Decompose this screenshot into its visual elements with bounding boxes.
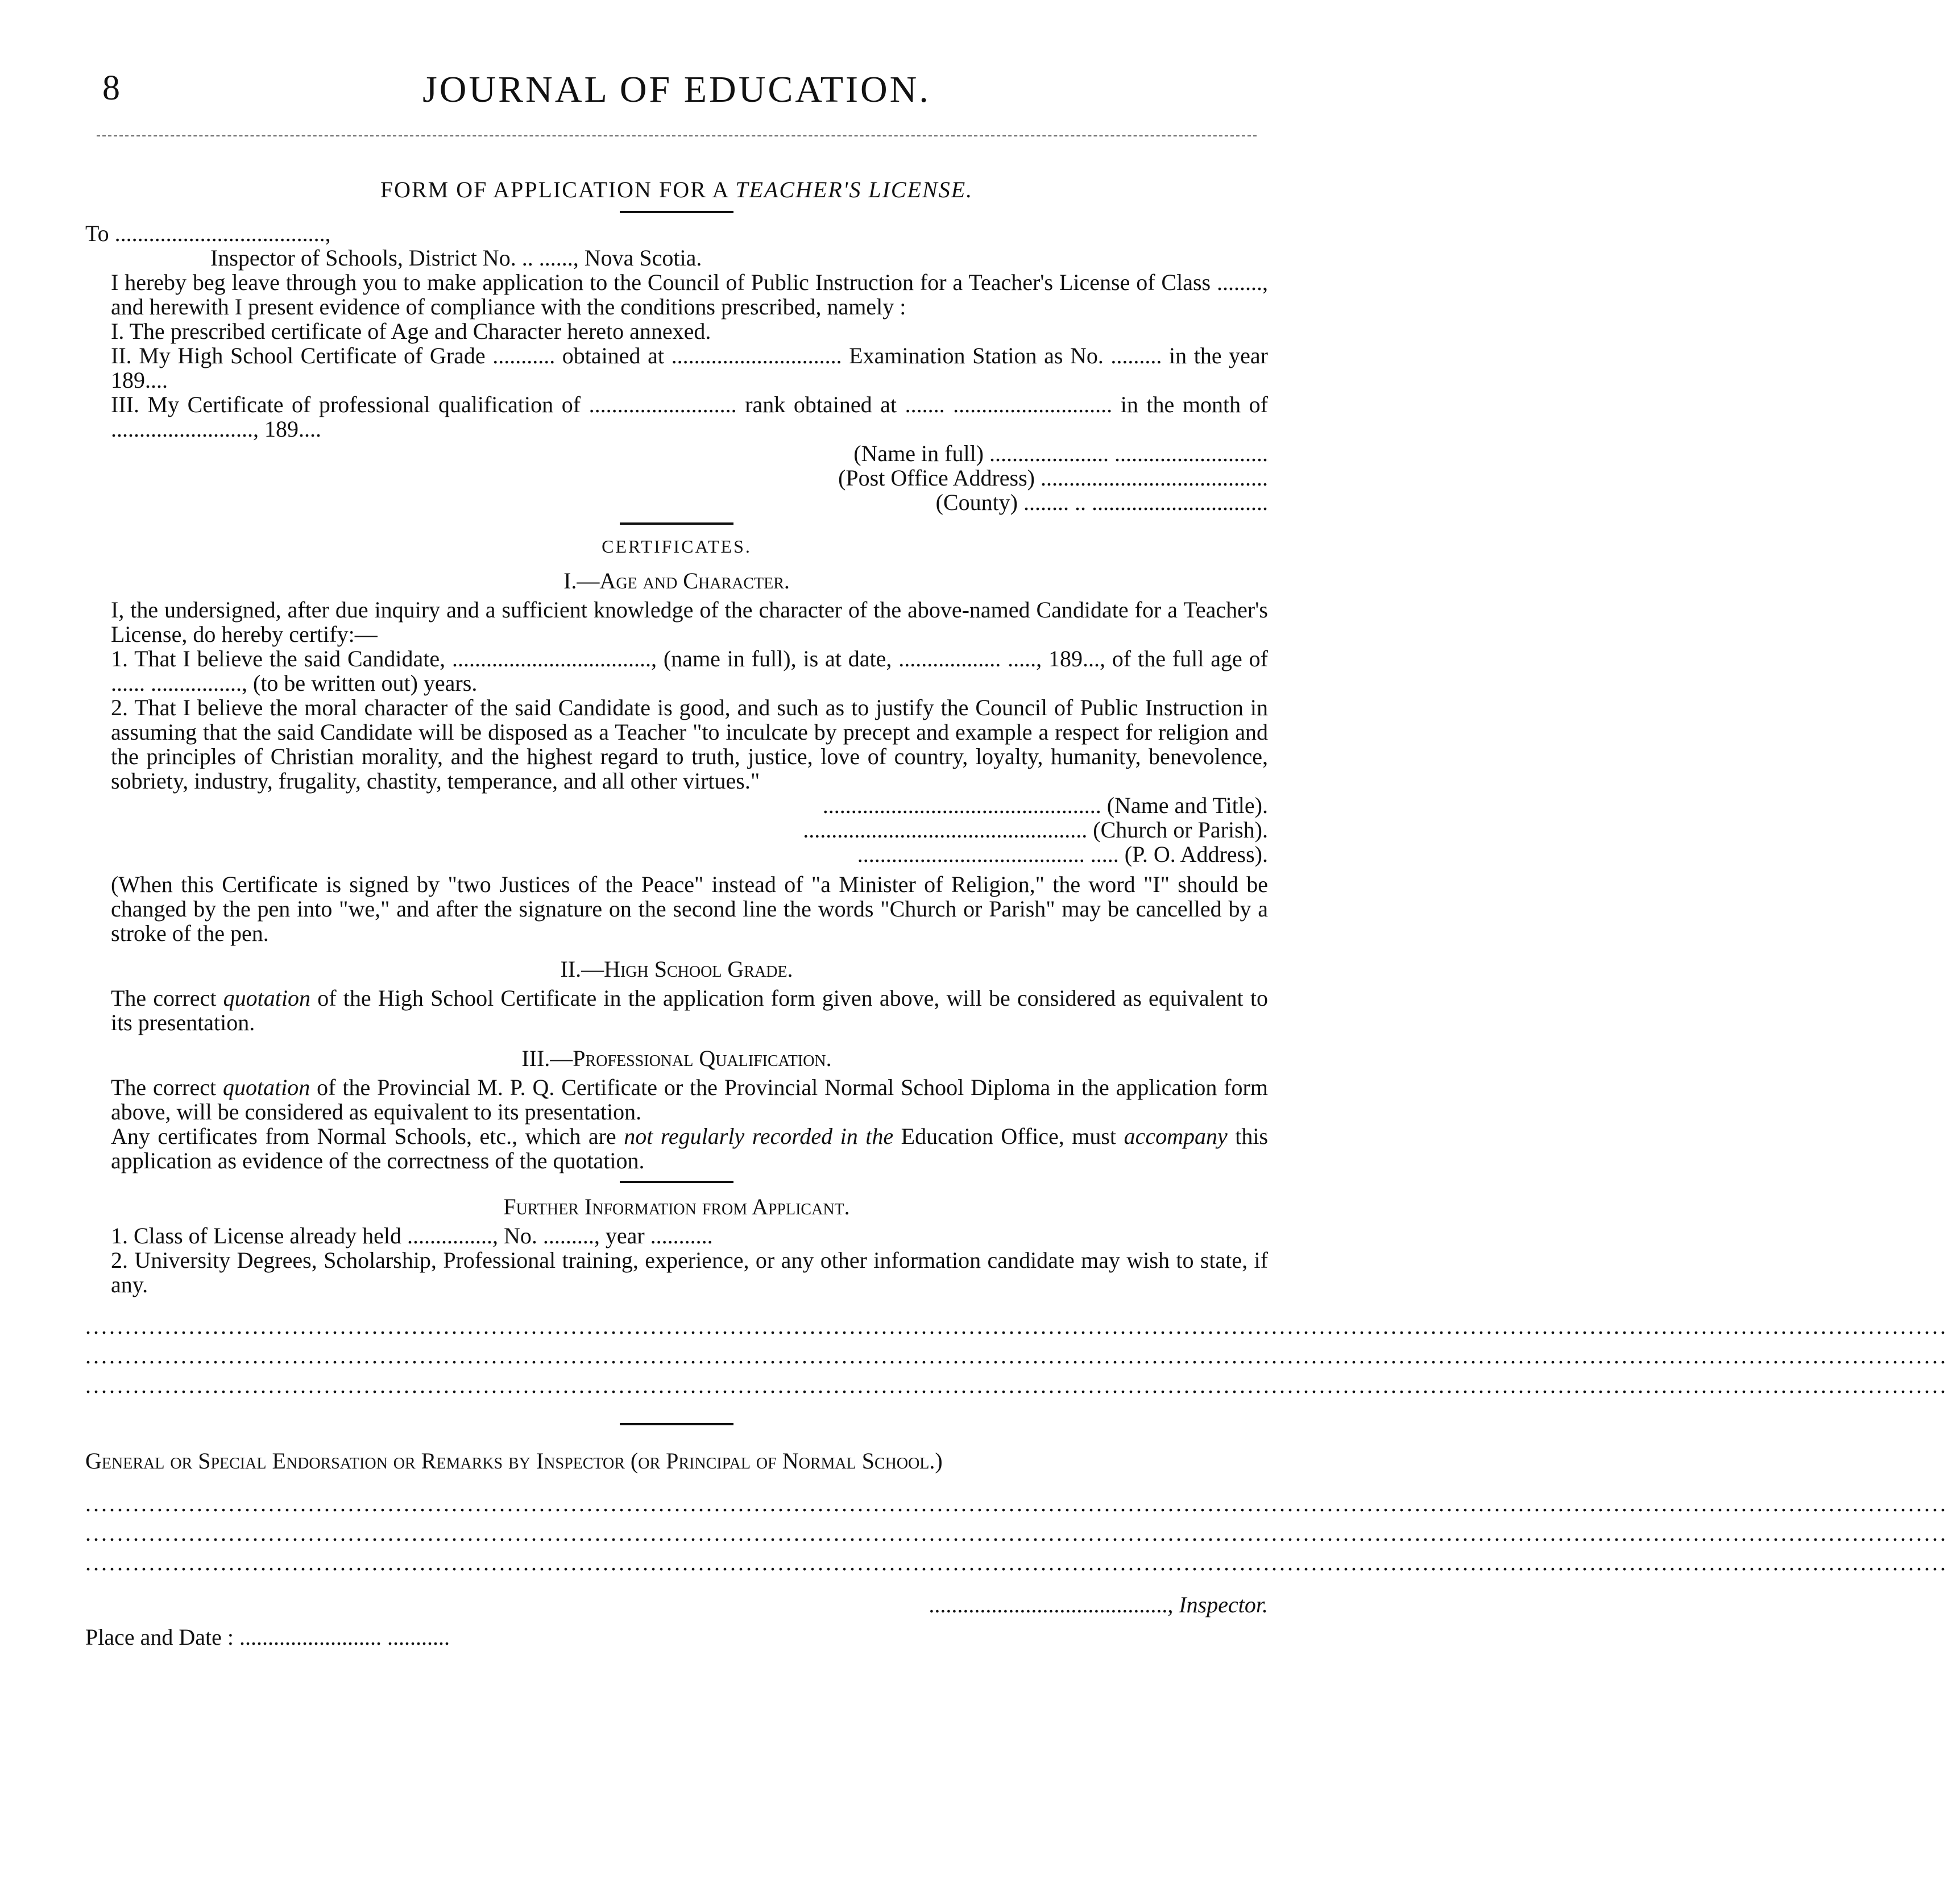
signature-po-address: ........................................ ..... (P. O. Address). xyxy=(857,841,1268,867)
item-age-character: I. The prescribed certificate of Age and Character hereto annexed. xyxy=(111,318,711,344)
item-high-school: II. My High School Certificate of Grade ........... obtained at .............................. Examination Station as No. ......... in the year 189.... xyxy=(111,343,1268,393)
professional-paragraph-1: The correct quotation of the Provincial M. P. Q. Certificate or the Provincial Normal School Diploma in the application form above, will be considered as equivalent to its presentation. xyxy=(111,1075,1268,1125)
further-item-1: 1. Class of License already held ..............., No. ........., year ........... xyxy=(111,1223,713,1248)
inspector-signature-line: .........................................., Inspector. xyxy=(929,1592,1268,1617)
page-number: 8 xyxy=(102,69,120,107)
further-info-heading: Further Information from Applicant. xyxy=(503,1194,850,1219)
professional-paragraph-2: Any certificates from Normal Schools, etc., which are not regularly recorded in the Education Office, must accompany this application as evidence of the correctness of the quotation. xyxy=(111,1123,1269,1173)
signature-church-parish: .................................................. (Church or Parish). xyxy=(803,817,1268,843)
blank-line: .......................................................................................................................................................................................................................................... xyxy=(85,1313,1948,1339)
divider xyxy=(620,1423,733,1425)
post-office-line: (Post Office Address) ........................................ xyxy=(838,465,1268,491)
form-title-italic: TEACHER'S LICENSE. xyxy=(735,177,973,202)
age-item-1: 1. That I believe the said Candidate, ..................................., (name in full), is at date, .................. ....., 189..., of the full age of ...... ................, (to be written out) years. xyxy=(111,646,1268,696)
divider xyxy=(620,522,733,525)
county-line: (County) ........ .. ............................... xyxy=(935,490,1268,515)
place-date-line: Place and Date : ......................... ........... xyxy=(85,1624,450,1650)
high-school-paragraph: The correct quotation of the High School Certificate in the application form given above, will be considered as equivalent to its presentation. xyxy=(111,985,1268,1035)
blank-line: .......................................................................................................................................................................................................................................... xyxy=(85,1520,1948,1546)
header-rule xyxy=(97,135,1257,136)
blank-line: .......................................................................................................................................................................................................................................... xyxy=(85,1372,1948,1398)
signature-name-title: ................................................. (Name and Title). xyxy=(822,793,1268,818)
to-line: To ....................................., xyxy=(85,221,331,246)
blank-line: .......................................................................................................................................................................................................................................... xyxy=(85,1343,1948,1368)
endorsement-heading: General or Special Endorsation or Remarks by Inspector (or Principal of Normal School.) xyxy=(85,1448,943,1474)
page-header xyxy=(85,57,1268,119)
certificates-heading: CERTIFICATES. xyxy=(602,536,752,557)
journal-title: JOURNAL OF EDUCATION. xyxy=(422,69,931,110)
age-intro: I, the undersigned, after due inquiry and a sufficient knowledge of the character of the above-named Candidate for a Teacher's License, do hereby certify:— xyxy=(111,597,1268,647)
name-in-full-line: (Name in full) ..................... ........................... xyxy=(853,441,1268,466)
age-character-heading: I.—Age and Character. xyxy=(563,568,790,594)
further-item-2: 2. University Degrees, Scholarship, Professional training, experience, or any other information candidate may wish to state, if any. xyxy=(111,1247,1268,1297)
divider xyxy=(620,1181,733,1183)
professional-heading: III.—Professional Qualification. xyxy=(521,1046,832,1071)
blank-line: .......................................................................................................................................................................................................................................... xyxy=(85,1550,1948,1575)
age-item-2: 2. That I believe the moral character of the said Candidate is good, and such as to justify the Council of Public Instruction in assuming that the said Candidate will be disposed as a Teacher "to inculcate by precept and example a respect for religion and the principles of Christian morality, and the highest regard to truth, justice, love of country, loyalty, humanity, benevolence, sobriety, industry, frugality, chastity, temperance, and all other virtues." xyxy=(111,695,1268,794)
high-school-heading: II.—High School Grade. xyxy=(560,956,793,982)
form-title xyxy=(85,176,1268,203)
blank-line: .......................................................................................................................................................................................................................................... xyxy=(85,1491,1948,1516)
inspector-line: Inspector of Schools, District No. .. ......, Nova Scotia. xyxy=(210,245,702,271)
justices-note: (When this Certificate is signed by "two Justices of the Peace" instead of "a Minister of Religion," the word "I" should be changed by the pen into "we," and after the signature on the second line the words "Church or Parish" may be cancelled by a stroke of the pen. xyxy=(111,872,1268,946)
application-paragraph: I hereby beg leave through you to make application to the Council of Public Instruction for a Teacher's License of Class ........, and herewith I present evidence of compliance with the conditions prescribed, namely : xyxy=(111,269,1268,320)
form-title-prefix: FORM OF APPLICATION FOR A xyxy=(380,177,729,202)
divider xyxy=(620,211,733,213)
item-professional: III. My Certificate of professional qualification of .......................... rank obtained at ....... ............................ in the month of ........................., 189.... xyxy=(111,392,1268,442)
